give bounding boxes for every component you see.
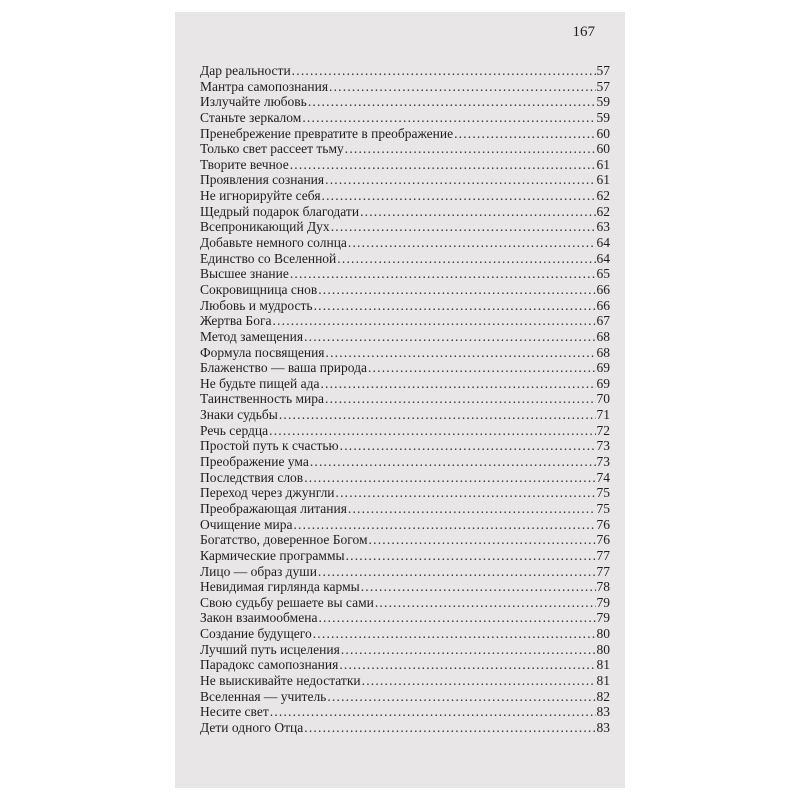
toc-entry (200, 376, 610, 392)
toc-entry (200, 673, 610, 689)
toc-dot-leader (318, 282, 595, 298)
toc-entry (200, 204, 610, 220)
toc-entry-title: Мантра самопознания (200, 78, 329, 94)
toc-entry-title: Закон взаимообмена (200, 610, 318, 626)
toc-entry-page: 68 (596, 328, 610, 344)
toc-dot-leader (337, 251, 595, 267)
toc-entry-page: 72 (596, 422, 610, 438)
toc-dot-leader (329, 79, 595, 95)
toc-entry-page: 64 (596, 235, 610, 251)
toc-entry-title: Любовь и мудрость (200, 297, 313, 313)
toc-entry (200, 110, 610, 126)
toc-entry-page: 73 (596, 454, 610, 470)
toc-dot-leader (310, 454, 596, 470)
toc-entry-page: 68 (596, 344, 610, 360)
toc-entry (200, 689, 610, 705)
toc-entry-page: 75 (596, 500, 610, 516)
toc-entry-page: 75 (596, 485, 610, 501)
toc-entry-title: Излучайте любовь (200, 94, 307, 110)
toc-entry-title: Не выискивайте недостатки (200, 672, 361, 688)
toc-dot-leader (339, 657, 595, 673)
toc-entry (200, 282, 610, 298)
toc-entry-page: 57 (596, 63, 610, 78)
toc-dot-leader (322, 188, 596, 204)
toc-dot-leader (304, 720, 595, 736)
toc-entry-title: Высшее знание (200, 266, 289, 282)
toc-entry-title: Дар реальности (200, 63, 291, 78)
toc-entry-page: 80 (596, 626, 610, 642)
toc-entry-page: 62 (596, 203, 610, 219)
toc-entry (200, 266, 610, 282)
toc-entry-title: Кармические программы (200, 547, 345, 563)
toc-entry-page: 70 (596, 391, 610, 407)
toc-dot-leader (304, 470, 595, 486)
toc-dot-leader (336, 485, 596, 501)
toc-entry-page: 76 (596, 532, 610, 548)
toc-entry-page: 76 (596, 516, 610, 532)
toc-dot-leader (348, 501, 596, 517)
toc-entry (200, 188, 610, 204)
toc-entry-title: Сокровищница снов (200, 281, 318, 297)
toc-entry-page: 61 (596, 156, 610, 172)
toc-entry (200, 407, 610, 423)
toc-entry-title: Речь сердца (200, 422, 269, 438)
page-number: 167 (572, 24, 595, 40)
toc-entry (200, 595, 610, 611)
toc-dot-leader (270, 704, 596, 720)
toc-entry-title: Лицо — образ души (200, 563, 317, 579)
toc-entry-title: Творите вечное (200, 156, 289, 172)
toc-dot-leader (362, 673, 596, 689)
toc-entry-title: Блаженство — ваша природа (200, 360, 367, 376)
toc-entry-page: 81 (596, 672, 610, 688)
toc-entry (200, 657, 610, 673)
toc-entry-title: Не будьте пищей ада (200, 375, 320, 391)
toc-entry-title: Станьте зеркалом (200, 109, 302, 125)
toc-entry-page: 61 (596, 172, 610, 188)
toc-entry (200, 642, 610, 658)
toc-entry (200, 704, 610, 720)
toc-entry-title: Метод замещения (200, 328, 304, 344)
toc-entry-title: Преображающая литания (200, 500, 347, 516)
toc-entry-title: Последствия слов (200, 469, 304, 485)
toc-dot-leader (272, 313, 595, 329)
toc-dot-leader (290, 157, 596, 173)
toc-entry (200, 579, 610, 595)
toc-entry-title: Невидимая гирлянда кармы (200, 579, 360, 595)
toc-dot-leader (368, 360, 596, 376)
toc-entry-title: Дети одного Отца (200, 719, 304, 735)
toc-dot-leader (346, 548, 596, 564)
book-page (175, 12, 625, 788)
toc-entry-title: Свою судьбу решаете вы сами (200, 594, 374, 610)
toc-entry-title: Формула посвящения (200, 344, 325, 360)
toc-entry (200, 626, 610, 642)
toc-entry (200, 329, 610, 345)
toc-dot-leader (360, 204, 595, 220)
toc-entry-title: Простой путь к счастью (200, 438, 339, 454)
toc-entry (200, 157, 610, 173)
toc-entry (200, 79, 610, 95)
toc-entry (200, 94, 610, 110)
toc-entry-page: 81 (596, 657, 610, 673)
toc-dot-leader (279, 407, 596, 423)
toc-entry-title: Лучший путь исцеления (200, 641, 340, 657)
toc-dot-leader (325, 172, 595, 188)
toc-entry (200, 172, 610, 188)
toc-dot-leader (345, 141, 596, 157)
table-of-contents (200, 63, 610, 736)
toc-entry (200, 219, 610, 235)
toc-entry-page: 71 (596, 407, 610, 423)
toc-dot-leader (314, 298, 596, 314)
toc-entry-title: Только свет рассеет тьму (200, 141, 344, 157)
toc-entry (200, 313, 610, 329)
toc-entry-page: 83 (596, 704, 610, 720)
toc-entry (200, 391, 610, 407)
toc-dot-leader (290, 266, 596, 282)
toc-entry-page: 77 (596, 547, 610, 563)
toc-entry-title: Знаки судьбы (200, 407, 278, 423)
toc-entry (200, 485, 610, 501)
toc-entry-title: Добавьте немного солнца (200, 235, 347, 251)
toc-dot-leader (313, 626, 596, 642)
toc-dot-leader (331, 219, 596, 235)
toc-entry-title: Проявления сознания (200, 172, 325, 188)
toc-entry-page: 82 (596, 688, 610, 704)
toc-dot-leader (340, 438, 596, 454)
toc-entry-page: 74 (596, 469, 610, 485)
toc-entry-title: Всепроникающий Дух (200, 219, 330, 235)
toc-entry-page: 57 (596, 78, 610, 94)
toc-entry (200, 517, 610, 533)
toc-entry (200, 720, 610, 736)
toc-dot-leader (454, 126, 595, 142)
toc-entry-page: 65 (596, 266, 610, 282)
toc-entry-page: 77 (596, 563, 610, 579)
toc-entry (200, 564, 610, 580)
toc-entry (200, 532, 610, 548)
toc-entry-title: Переход через джунгли (200, 485, 335, 501)
toc-entry-page: 60 (596, 125, 610, 141)
toc-dot-leader (348, 235, 596, 251)
toc-dot-leader (269, 423, 595, 439)
toc-entry (200, 251, 610, 267)
toc-entry (200, 141, 610, 157)
toc-entry-title: Пренебрежение превратите в преображение (200, 125, 454, 141)
toc-entry-page: 66 (596, 281, 610, 297)
toc-dot-leader (341, 642, 596, 658)
toc-entry-page: 66 (596, 297, 610, 313)
toc-entry-title: Создание будущего (200, 626, 312, 642)
toc-dot-leader (302, 110, 595, 126)
toc-entry-page: 69 (596, 360, 610, 376)
toc-dot-leader (318, 610, 595, 626)
toc-dot-leader (361, 579, 596, 595)
toc-entry-page: 83 (596, 719, 610, 735)
toc-dot-leader (292, 63, 596, 79)
toc-entry-title: Единство со Вселенной (200, 250, 337, 266)
toc-entry (200, 610, 610, 626)
toc-entry (200, 423, 610, 439)
toc-entry (200, 470, 610, 486)
toc-entry-page: 73 (596, 438, 610, 454)
toc-entry-page: 64 (596, 250, 610, 266)
toc-dot-leader (325, 391, 596, 407)
toc-entry (200, 63, 610, 79)
toc-entry-title: Не игнорируйте себя (200, 188, 321, 204)
toc-entry-page: 79 (596, 610, 610, 626)
toc-entry (200, 501, 610, 517)
toc-entry-title: Богатство, доверенное Богом (200, 532, 368, 548)
toc-dot-leader (326, 345, 596, 361)
toc-dot-leader (369, 532, 596, 548)
toc-entry-page: 69 (596, 375, 610, 391)
toc-entry-page: 79 (596, 594, 610, 610)
toc-entry-title: Несите свет (200, 704, 269, 720)
toc-entry (200, 126, 610, 142)
toc-entry-title: Вселенная — учитель (200, 688, 327, 704)
toc-dot-leader (308, 94, 596, 110)
toc-entry-page: 59 (596, 109, 610, 125)
toc-dot-leader (327, 689, 595, 705)
toc-entry-page: 59 (596, 94, 610, 110)
toc-entry-title: Парадокс самопознания (200, 657, 339, 673)
toc-dot-leader (304, 329, 595, 345)
toc-entry-title: Преображение ума (200, 454, 309, 470)
toc-entry (200, 438, 610, 454)
toc-entry-page: 63 (596, 219, 610, 235)
toc-entry-page: 62 (596, 188, 610, 204)
toc-dot-leader (293, 517, 595, 533)
toc-dot-leader (375, 595, 596, 611)
toc-entry (200, 298, 610, 314)
toc-entry-title: Таинственность мира (200, 391, 324, 407)
toc-entry-title: Щедрый подарок благодати (200, 203, 360, 219)
toc-dot-leader (320, 376, 595, 392)
toc-dot-leader (318, 564, 596, 580)
toc-entry-title: Очищение мира (200, 516, 293, 532)
toc-entry (200, 454, 610, 470)
toc-entry (200, 345, 610, 361)
toc-entry (200, 548, 610, 564)
toc-entry (200, 360, 610, 376)
toc-entry-page: 78 (596, 579, 610, 595)
toc-entry-title: Жертва Бога (200, 313, 272, 329)
toc-entry-page: 60 (596, 141, 610, 157)
toc-entry (200, 235, 610, 251)
toc-entry-page: 80 (596, 641, 610, 657)
toc-entry-page: 67 (596, 313, 610, 329)
